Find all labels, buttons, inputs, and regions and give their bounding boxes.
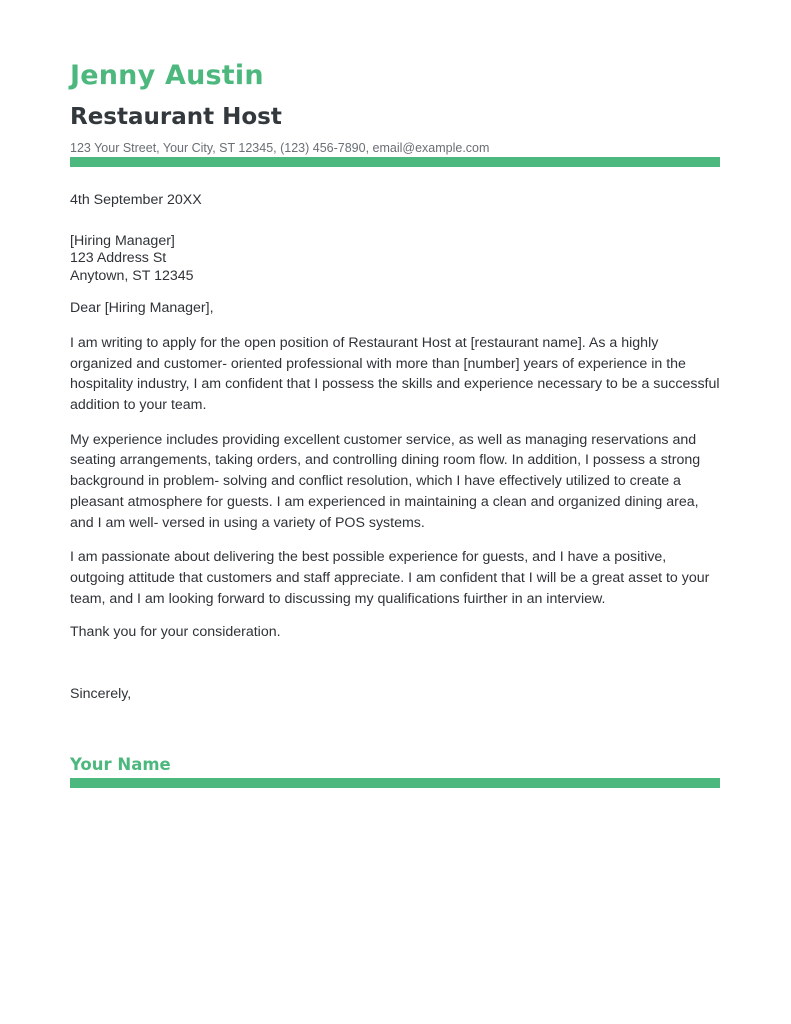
signature-name: Your Name [70, 754, 171, 774]
thanks-line: Thank you for your consideration. [70, 624, 281, 641]
recipient-street: 123 Address St [70, 250, 167, 267]
cover-letter-page [70, 58, 720, 788]
letter-body [70, 190, 720, 705]
salutation: Dear [Hiring Manager], [70, 300, 214, 317]
job-title: Restaurant Host [70, 104, 282, 130]
paragraph-intro: I am writing to apply for the open position of Restaurant Host at [restaurant name]. As a highly organized and customer- oriented professional with more than [number] years of experience in the hospitality industry, I am confident that I possess the skills and experience necessary to be a successful addition to your team. [70, 334, 720, 414]
footer-divider [70, 778, 720, 788]
recipient-address [70, 233, 720, 286]
contact-info: 123 Your Street, Your City, ST 12345, (123) 456-7890, email@example.com [70, 141, 490, 155]
header-divider [70, 157, 720, 167]
paragraph-experience: My experience includes providing excellent customer service, as well as managing reservations and seating arrangements, taking orders, and controlling dining room flow. In addition, I possess a strong background in problem- solving and conflict resolution, which I have effectively utilized to create a pleasant atmosphere for guests. I am experienced in maintaining a clean and organized dining area, and I am well- versed in using a variety of POS systems. [70, 431, 701, 531]
recipient-name: [Hiring Manager] [70, 232, 175, 249]
letter-date: 4th September 20XX [70, 192, 202, 208]
applicant-name: Jenny Austin [70, 60, 264, 91]
paragraph-motivation: I am passionate about delivering the best possible experience for guests, and I have a positive, outgoing attitude that customers and staff appreciate. I am confident that I will be a great asset to your team, and I am looking forward to discussing my qualifications fuirther in an interview. [70, 549, 710, 607]
recipient-city: Anytown, ST 12345 [70, 267, 194, 284]
closing: Sincerely, [70, 686, 132, 703]
